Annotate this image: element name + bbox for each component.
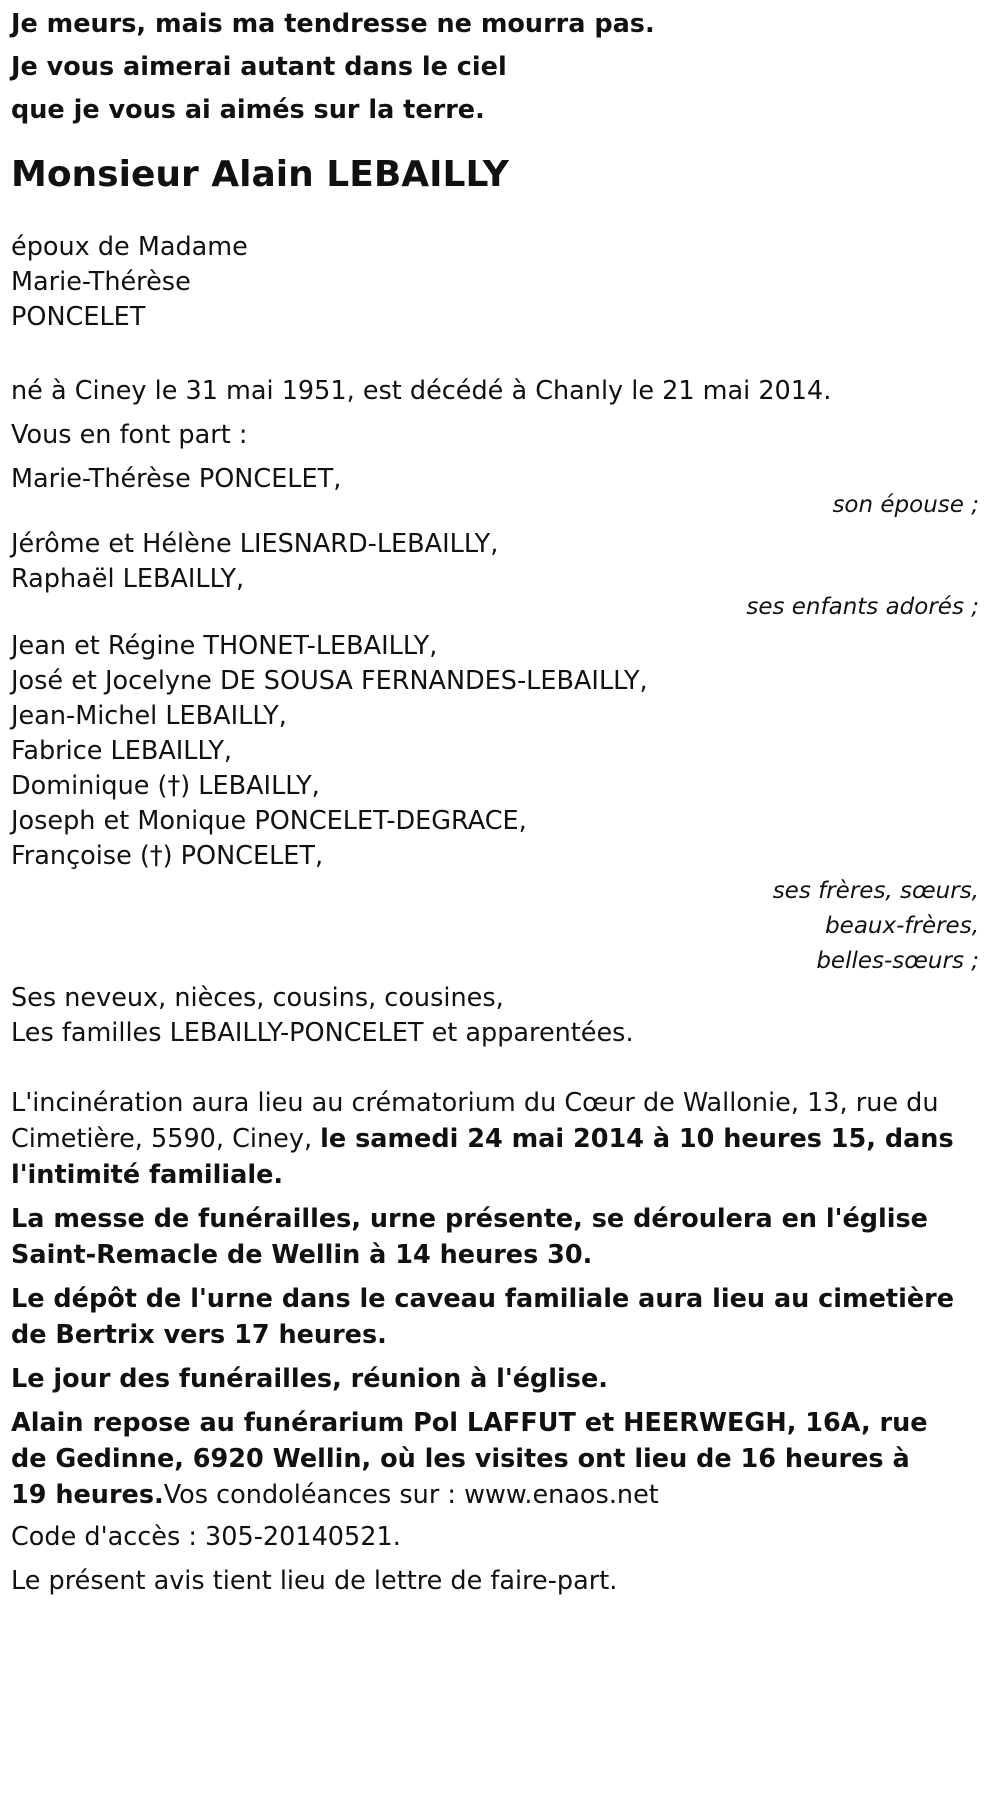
family-name: Les familles LEBAILLY-PONCELET et apparentées. xyxy=(11,1018,634,1048)
relation-label: belles-sœurs ; xyxy=(816,948,979,974)
spouse-line: Marie-Thérèse xyxy=(11,267,191,297)
family-name: Ses neveux, nièces, cousins, cousines, xyxy=(11,983,504,1013)
relation-label: beaux-frères, xyxy=(825,913,979,939)
quote-line: Je vous aimerai autant dans le ciel xyxy=(11,52,507,82)
cremation-date: le samedi 24 mai 2014 à 10 heures 15, dans l'intimité familiale. xyxy=(11,1124,954,1190)
quote-line: que je vous ai aimés sur la terre. xyxy=(11,95,485,125)
deceased-name: Monsieur Alain LEBAILLY xyxy=(11,154,509,195)
family-name: José et Jocelyne DE SOUSA FERNANDES-LEBAILLY, xyxy=(11,666,648,696)
family-siblings xyxy=(11,629,989,979)
closing-note: Le présent avis tient lieu de lettre de faire-part. xyxy=(11,1566,618,1596)
family-name: Jean-Michel LEBAILLY, xyxy=(11,701,287,731)
family-children xyxy=(11,527,989,627)
urn-paragraph: Le dépôt de l'urne dans le caveau familiale aura lieu au cimetière de Bertrix vers 17 heures. xyxy=(11,1284,955,1350)
mass-paragraph: La messe de funérailles, urne présente, se déroulera en l'église Saint-Remacle de Wellin à 14 heures 30. xyxy=(11,1204,928,1270)
birth-death: né à Ciney le 31 mai 1951, est décédé à Chanly le 21 mai 2014. xyxy=(11,376,832,406)
quote-line: Je meurs, mais ma tendresse ne mourra pas. xyxy=(11,9,655,39)
funerarium-paragraph xyxy=(11,1405,941,1513)
relation-label: ses frères, sœurs, xyxy=(772,878,979,904)
family-spouse xyxy=(11,459,989,525)
family-name: Raphaël LEBAILLY, xyxy=(11,564,245,594)
family-name: Jean et Régine THONET-LEBAILLY, xyxy=(11,631,438,661)
announcement: Vous en font part : xyxy=(11,420,248,450)
family-name: Marie-Thérèse PONCELET, xyxy=(11,464,342,494)
cremation-paragraph xyxy=(11,1085,986,1193)
family-name: Dominique (†) LEBAILLY, xyxy=(11,771,320,801)
family-name: Joseph et Monique PONCELET-DEGRACE, xyxy=(11,806,527,836)
spouse-line: époux de Madame xyxy=(11,232,248,262)
family-name: Françoise (†) PONCELET, xyxy=(11,841,324,871)
cremation-text: L'incinération aura lieu au crématorium du Cœur de Wallonie, 13, rue du Cimetière, 5590, Ciney, xyxy=(11,1088,939,1154)
quote-block xyxy=(11,0,989,134)
spouse-block xyxy=(11,230,989,335)
condolences-text: Vos condoléances sur : www.enaos.net xyxy=(163,1480,659,1510)
family-name: Jérôme et Hélène LIESNARD-LEBAILLY, xyxy=(11,529,499,559)
funerarium-text: Alain repose au funérarium Pol LAFFUT et HEERWEGH, 16A, rue de Gedinne, 6920 Wellin, où les visites ont lieu de 16 heures à 19 heures. xyxy=(11,1408,928,1510)
reunion-paragraph: Le jour des funérailles, réunion à l'église. xyxy=(11,1364,608,1394)
family-name: Fabrice LEBAILLY, xyxy=(11,736,233,766)
relation-label: son épouse ; xyxy=(832,492,979,518)
access-code: Code d'accès : 305-20140521. xyxy=(11,1522,401,1552)
spouse-line: PONCELET xyxy=(11,302,146,332)
family-others xyxy=(11,981,989,1051)
relation-label: ses enfants adorés ; xyxy=(746,594,979,620)
